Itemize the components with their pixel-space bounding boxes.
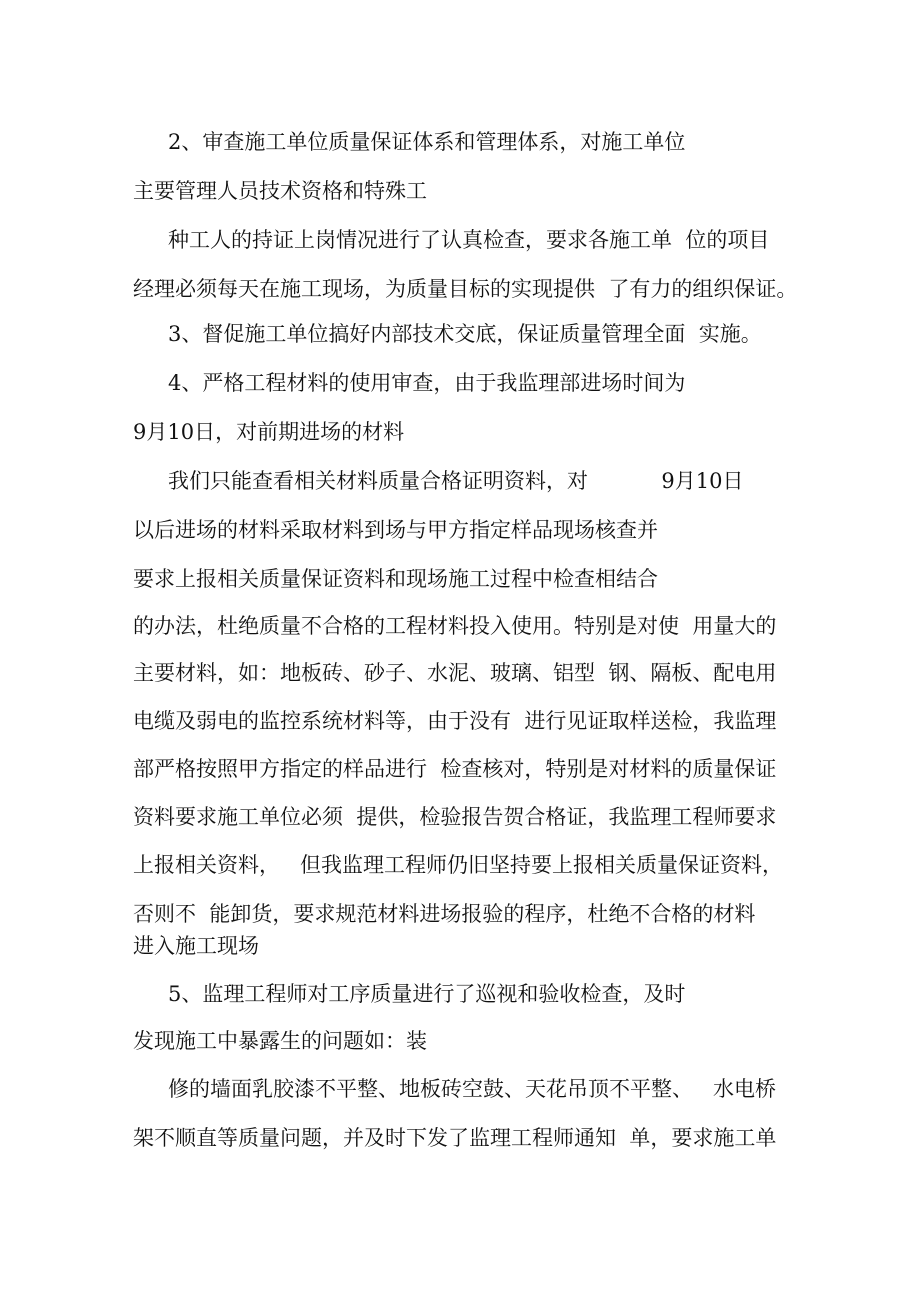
text-line-18: 进入施工现场 <box>133 934 259 958</box>
text-line-21: 修的墙面乳胶漆不平整、地板砖空鼓、天花吊顶不平整、 水电桥 <box>168 1077 777 1101</box>
text-line-1: 2、审查施工单位质量保证体系和管理体系，对施工单位 <box>168 130 686 154</box>
text-line-10: 要求上报相关质量保证资料和现场施工过程中检查相结合 <box>133 567 658 591</box>
text-line-2: 主要管理人员技术资格和特殊工 <box>133 179 427 203</box>
text-line-3: 种工人的持证上岗情况进行了认真检查，要求各施工单 位的项目 <box>168 228 770 252</box>
text-line-5: 3、督促施工单位搞好内部技术交底，保证质量管理全面 实施。 <box>168 322 762 346</box>
text-line-6: 4、严格工程材料的使用审查，由于我监理部进场时间为 <box>168 371 686 395</box>
text-line-8: 我们只能查看相关材料质量合格证明资料，对 9月10日 <box>168 469 744 493</box>
text-line-20: 发现施工中暴露生的问题如：装 <box>133 1029 427 1053</box>
text-line-13: 电缆及弱电的监控系统材料等，由于没有 进行见证取样送检，我监理 <box>133 709 777 733</box>
text-line-7: 9月10日，对前期进场的材料 <box>133 420 405 444</box>
text-line-19: 5、监理工程师对工序质量进行了巡视和验收检查，及时 <box>168 982 686 1006</box>
text-line-17: 否则不 能卸货，要求规范材料进场报验的程序，杜绝不合格的材料 <box>133 902 756 926</box>
text-line-22: 架不顺直等质量问题，并及时下发了监理工程师通知 单，要求施工单 <box>133 1126 777 1150</box>
text-line-15: 资料要求施工单位必须 提供，检验报告贺合格证，我监理工程师要求 <box>133 805 777 829</box>
text-line-16: 上报相关资料， 但我监理工程师仍旧坚持要上报相关质量保证资料， <box>133 853 784 877</box>
text-line-11: 的办法，杜绝质量不合格的工程材料投入使用。特别是对使 用量大的 <box>133 614 777 638</box>
text-line-14: 部严格按照甲方指定的样品进行 检查核对，特别是对材料的质量保证 <box>133 757 777 781</box>
text-line-9: 以后进场的材料采取材料到场与甲方指定样品现场核查并 <box>133 518 658 542</box>
text-line-4: 经理必须每天在施工现场，为质量目标的实现提供 了有力的组织保证。 <box>133 277 798 301</box>
text-line-12: 主要材料，如：地板砖、砂子、水泥、玻璃、铝型 钢、隔板、配电用 <box>133 661 777 685</box>
